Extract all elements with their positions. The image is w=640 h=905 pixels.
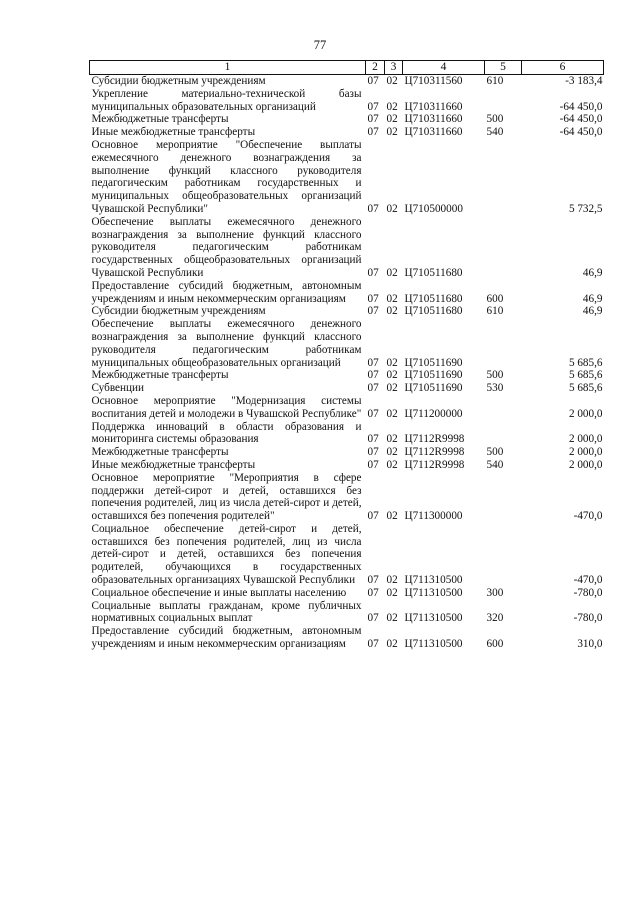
row-target-code: Ц711310500 <box>404 638 463 651</box>
row-expense-type <box>485 318 522 369</box>
table-row <box>90 421 604 447</box>
row-expense-type <box>485 472 522 523</box>
row-amount: 2 000,0 <box>568 446 603 459</box>
table-row <box>90 523 604 587</box>
row-expense-type <box>485 216 522 280</box>
table-row <box>90 395 604 421</box>
row-name: Межбюджетные трансферты <box>91 369 229 382</box>
row-subsection: 02 <box>386 369 398 382</box>
table-row <box>90 216 604 280</box>
table-row <box>90 113 604 126</box>
row-amount: -64 450,0 <box>559 100 603 113</box>
row-subsection: 02 <box>386 266 398 279</box>
row-name: Укрепление материально-технической базы муниципальных образовательных организаций <box>91 87 362 113</box>
row-amount: 5 685,6 <box>568 382 603 395</box>
row-name: Социальные выплаты гражданам, кроме публичных нормативных социальных выплат <box>91 599 362 625</box>
row-section: 07 <box>367 75 379 87</box>
row-expense-type <box>485 421 522 447</box>
row-amount: 5 732,5 <box>568 202 603 215</box>
row-section: 07 <box>367 305 379 318</box>
row-target-code: Ц710311660 <box>404 100 463 113</box>
header-col-5: 5 <box>485 61 522 75</box>
row-section: 07 <box>367 586 379 599</box>
row-target-code: Ц710511690 <box>404 356 463 369</box>
row-name: Субвенции <box>91 382 144 395</box>
row-expense-type: 540 <box>486 458 504 471</box>
row-amount: -780,0 <box>573 586 603 599</box>
row-subsection: 02 <box>386 356 398 369</box>
header-col-2: 2 <box>366 61 385 75</box>
row-target-code: Ц711310500 <box>404 586 463 599</box>
row-subsection: 02 <box>386 446 398 459</box>
row-amount: 5 685,6 <box>568 369 603 382</box>
row-name: Основное мероприятие "Обеспечение выплаты ежемесячного денежного вознаграждения за выполнение функций классного руководителя педагогическим работникам государственных и муниципальных общеобразовательных организаций Чувашской Республики" <box>91 138 362 215</box>
row-target-code: Ц7112R9998 <box>404 458 465 471</box>
row-amount: -64 450,0 <box>559 126 603 139</box>
row-expense-type <box>485 88 522 114</box>
header-col-6: 6 <box>522 61 604 75</box>
table-row <box>90 369 604 382</box>
row-amount: -470,0 <box>573 574 603 587</box>
row-amount: -470,0 <box>573 510 603 523</box>
row-expense-type: 320 <box>486 612 504 625</box>
row-section: 07 <box>367 113 379 126</box>
row-name: Субсидии бюджетным учреждениям <box>91 75 266 87</box>
table-row <box>90 587 604 600</box>
row-name: Субсидии бюджетным учреждениям <box>91 305 266 318</box>
row-target-code: Ц710500000 <box>404 202 463 215</box>
row-amount: -780,0 <box>573 612 603 625</box>
row-target-code: Ц711310500 <box>404 574 463 587</box>
row-target-code: Ц710311560 <box>404 75 463 87</box>
row-subsection: 02 <box>386 586 398 599</box>
row-name: Обеспечение выплаты ежемесячного денежного вознаграждения за выполнение функций классного руководителя педагогическим работникам муниципальных общеобразовательных организаций <box>91 318 362 369</box>
row-name: Иные межбюджетные трансферты <box>91 126 256 139</box>
row-subsection: 02 <box>386 638 398 651</box>
table-row <box>90 382 604 395</box>
row-section: 07 <box>367 292 379 305</box>
row-expense-type: 500 <box>486 113 504 126</box>
row-subsection: 02 <box>386 574 398 587</box>
row-subsection: 02 <box>386 382 398 395</box>
row-amount: -3 183,4 <box>565 75 603 87</box>
row-target-code: Ц710511690 <box>404 382 463 395</box>
table-row <box>90 600 604 626</box>
row-expense-type: 300 <box>486 586 504 599</box>
row-target-code: Ц7112R9998 <box>404 433 465 446</box>
row-name: Социальное обеспечение детей-сирот и детей, оставшихся без попечения родителей, лиц из числа детей-сирот и детей, оставшихся без попечения родителей, обучающихся в государственных образовательных организациях Чувашской Республики <box>91 522 362 587</box>
row-expense-type <box>485 395 522 421</box>
row-target-code: Ц710511680 <box>404 266 463 279</box>
row-target-code: Ц7112R9998 <box>404 446 465 459</box>
row-expense-type: 540 <box>486 126 504 139</box>
row-section: 07 <box>367 407 379 420</box>
row-section: 07 <box>367 266 379 279</box>
row-subsection: 02 <box>386 510 398 523</box>
table-row <box>90 446 604 459</box>
budget-table <box>89 60 604 651</box>
header-col-3: 3 <box>385 61 403 75</box>
row-section: 07 <box>367 100 379 113</box>
header-col-1: 1 <box>90 61 366 75</box>
row-amount: 2 000,0 <box>568 407 603 420</box>
table-row <box>90 318 604 369</box>
table-row <box>90 75 604 88</box>
row-target-code: Ц711300000 <box>404 510 463 523</box>
table-row <box>90 625 604 651</box>
row-subsection: 02 <box>386 75 398 87</box>
row-section: 07 <box>367 382 379 395</box>
row-target-code: Ц710311660 <box>404 113 463 126</box>
table-row <box>90 139 604 216</box>
row-target-code: Ц711310500 <box>404 612 463 625</box>
row-expense-type: 530 <box>486 382 504 395</box>
row-amount: 46,9 <box>582 266 603 279</box>
row-expense-type: 500 <box>486 446 504 459</box>
row-target-code: Ц711200000 <box>404 407 463 420</box>
row-target-code: Ц710311660 <box>404 126 463 139</box>
row-target-code: Ц710511680 <box>404 292 463 305</box>
row-amount: 46,9 <box>582 292 603 305</box>
row-section: 07 <box>367 202 379 215</box>
header-col-4: 4 <box>403 61 485 75</box>
row-expense-type: 610 <box>486 75 504 87</box>
table-header <box>90 61 604 75</box>
row-name: Обеспечение выплаты ежемесячного денежного вознаграждения за выполнение функций классного руководителя педагогическим работникам государственных общеобразовательных организаций Чувашской Республики <box>91 215 362 279</box>
row-target-code: Ц710511690 <box>404 369 463 382</box>
row-name: Межбюджетные трансферты <box>91 446 229 459</box>
row-amount: 310,0 <box>577 638 603 651</box>
row-amount: 46,9 <box>582 305 603 318</box>
table-row <box>90 88 604 114</box>
row-section: 07 <box>367 433 379 446</box>
row-subsection: 02 <box>386 407 398 420</box>
table-row <box>90 280 604 306</box>
table-row <box>90 305 604 318</box>
row-amount: 2 000,0 <box>568 433 603 446</box>
row-subsection: 02 <box>386 202 398 215</box>
row-name: Межбюджетные трансферты <box>91 113 229 126</box>
table-row <box>90 472 604 523</box>
row-section: 07 <box>367 369 379 382</box>
row-name: Основное мероприятие "Мероприятия в сфере поддержки детей-сирот и детей, оставшихся без попечения родителей, лиц из числа детей-сирот и детей, оставшихся без попечения родителей" <box>91 471 362 523</box>
row-name: Иные межбюджетные трансферты <box>91 458 256 471</box>
row-subsection: 02 <box>386 126 398 139</box>
row-amount: 5 685,6 <box>568 356 603 369</box>
row-section: 07 <box>367 458 379 471</box>
row-subsection: 02 <box>386 305 398 318</box>
row-subsection: 02 <box>386 292 398 305</box>
row-section: 07 <box>367 510 379 523</box>
row-expense-type: 600 <box>486 292 504 305</box>
row-name: Предоставление субсидий бюджетным, автономным учреждениям и иным некоммерческим организациям <box>91 279 362 305</box>
table-row <box>90 459 604 472</box>
table-row <box>90 126 604 139</box>
row-section: 07 <box>367 356 379 369</box>
row-expense-type <box>485 523 522 587</box>
row-amount: 2 000,0 <box>568 458 603 471</box>
row-target-code: Ц710511680 <box>404 305 463 318</box>
row-subsection: 02 <box>386 113 398 126</box>
row-amount: -64 450,0 <box>559 113 603 126</box>
row-subsection: 02 <box>386 100 398 113</box>
row-expense-type <box>485 139 522 216</box>
row-name: Предоставление субсидий бюджетным, автономным учреждениям и иным некоммерческим организациям <box>91 625 362 651</box>
page-number: 77 <box>313 38 327 52</box>
row-subsection: 02 <box>386 612 398 625</box>
row-section: 07 <box>367 612 379 625</box>
row-section: 07 <box>367 446 379 459</box>
row-expense-type: 500 <box>486 369 504 382</box>
row-subsection: 02 <box>386 433 398 446</box>
row-section: 07 <box>367 126 379 139</box>
row-expense-type: 600 <box>486 638 504 651</box>
row-expense-type: 610 <box>486 305 504 318</box>
row-name: Основное мероприятие "Модернизация системы воспитания детей и молодежи в Чувашской Республике" <box>91 394 362 420</box>
table-body <box>90 75 604 651</box>
row-section: 07 <box>367 638 379 651</box>
row-name: Поддержка инноваций в области образования и мониторинга системы образования <box>91 420 362 446</box>
row-subsection: 02 <box>386 458 398 471</box>
row-name: Социальное обеспечение и иные выплаты населению <box>91 586 347 599</box>
row-section: 07 <box>367 574 379 587</box>
